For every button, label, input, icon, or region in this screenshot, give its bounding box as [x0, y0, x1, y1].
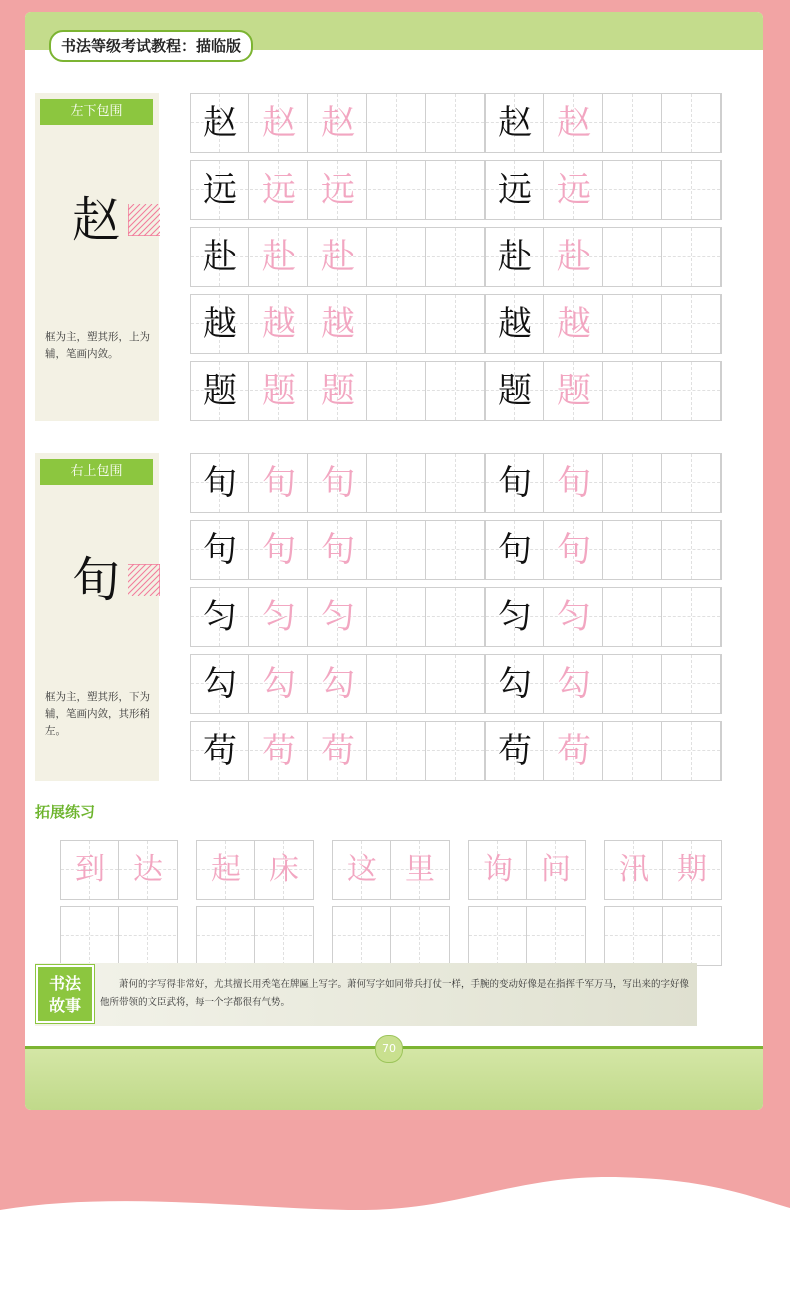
extension-blank-cell[interactable]: [663, 907, 721, 965]
model-char: 句: [498, 530, 532, 570]
blank-practice-cell[interactable]: [368, 228, 426, 286]
trace-char: 勾: [262, 664, 296, 704]
model-char-cell[interactable]: [191, 588, 249, 646]
extension-blank-cell[interactable]: [255, 907, 313, 965]
trace-char-cell[interactable]: [309, 228, 367, 286]
trace-char-cell[interactable]: [545, 521, 603, 579]
blank-practice-cell[interactable]: [427, 722, 485, 780]
model-char: 勾: [203, 664, 237, 704]
practice-row: [485, 721, 722, 781]
trace-char-cell[interactable]: [545, 295, 603, 353]
model-char: 旬: [498, 463, 532, 503]
model-char: 句: [203, 530, 237, 570]
model-char-cell[interactable]: [486, 362, 544, 420]
practice-row: [190, 361, 486, 421]
trace-char: 赵: [321, 103, 355, 143]
blank-practice-cell[interactable]: [604, 295, 662, 353]
model-char: 苟: [203, 731, 237, 771]
blank-practice-cell[interactable]: [604, 521, 662, 579]
trace-char-cell[interactable]: [250, 94, 308, 152]
section-label: 左下包围: [40, 99, 153, 125]
model-char-cell[interactable]: [486, 94, 544, 152]
extension-char: 期: [677, 852, 707, 887]
blank-practice-cell[interactable]: [427, 94, 485, 152]
page-number: 70: [375, 1035, 403, 1063]
extension-trace-cell[interactable]: [61, 841, 119, 899]
practice-row: [190, 520, 486, 580]
model-char: 题: [498, 371, 532, 411]
trace-char-cell[interactable]: [545, 228, 603, 286]
model-char-cell[interactable]: [191, 655, 249, 713]
blank-practice-cell[interactable]: [427, 161, 485, 219]
extension-title: 拓展练习: [35, 803, 96, 821]
model-char: 越: [498, 304, 532, 344]
trace-char: 苟: [262, 731, 296, 771]
trace-char-cell[interactable]: [250, 521, 308, 579]
example-char: 赵: [72, 192, 121, 248]
trace-char: 赵: [557, 103, 591, 143]
story-badge-line1: 书法: [48, 974, 81, 993]
model-char-cell[interactable]: [486, 295, 544, 353]
story-badge-line2: 故事: [48, 996, 81, 1015]
trace-char: 苟: [321, 731, 355, 771]
extension-char: 里: [405, 852, 435, 887]
structure-hatch-icon: [128, 564, 160, 596]
blank-practice-cell[interactable]: [368, 454, 426, 512]
model-char: 匀: [203, 597, 237, 637]
blank-practice-cell[interactable]: [663, 655, 721, 713]
model-char: 匀: [498, 597, 532, 637]
blank-practice-cell[interactable]: [663, 521, 721, 579]
practice-row: [485, 160, 722, 220]
model-char-cell[interactable]: [191, 295, 249, 353]
extension-trace-cell[interactable]: [333, 841, 391, 899]
practice-row: [190, 587, 486, 647]
blank-practice-cell[interactable]: [427, 588, 485, 646]
model-char-cell[interactable]: [486, 454, 544, 512]
blank-practice-cell[interactable]: [663, 588, 721, 646]
trace-char: 匀: [557, 597, 591, 637]
model-char: 赵: [203, 103, 237, 143]
extension-char: 询: [483, 852, 513, 887]
practice-row: [485, 294, 722, 354]
blank-practice-cell[interactable]: [604, 655, 662, 713]
extension-blank-pair: [60, 906, 178, 966]
blank-practice-cell[interactable]: [368, 161, 426, 219]
trace-char-cell[interactable]: [250, 722, 308, 780]
trace-char: 远: [557, 170, 591, 210]
trace-char: 旬: [321, 463, 355, 503]
practice-row: [485, 453, 722, 513]
practice-row: [190, 654, 486, 714]
blank-practice-cell[interactable]: [427, 362, 485, 420]
extension-blank-cell[interactable]: [197, 907, 255, 965]
blank-practice-cell[interactable]: [368, 295, 426, 353]
trace-char-cell[interactable]: [309, 454, 367, 512]
practice-row: [190, 721, 486, 781]
model-char-cell[interactable]: [191, 454, 249, 512]
blank-practice-cell[interactable]: [427, 655, 485, 713]
blank-practice-cell[interactable]: [427, 521, 485, 579]
model-char-cell[interactable]: [191, 362, 249, 420]
trace-char: 旬: [262, 463, 296, 503]
trace-char: 苟: [557, 731, 591, 771]
story-badge: [36, 965, 94, 1023]
extension-word: [468, 840, 586, 900]
trace-char-cell[interactable]: [250, 228, 308, 286]
blank-practice-cell[interactable]: [604, 362, 662, 420]
blank-practice-cell[interactable]: [604, 454, 662, 512]
blank-practice-cell[interactable]: [427, 454, 485, 512]
model-char-cell[interactable]: [191, 521, 249, 579]
trace-char-cell[interactable]: [309, 362, 367, 420]
extension-trace-cell[interactable]: [391, 841, 449, 899]
extension-word: [60, 840, 178, 900]
model-char: 旬: [203, 463, 237, 503]
trace-char-cell[interactable]: [545, 588, 603, 646]
model-char-cell[interactable]: [486, 655, 544, 713]
structure-hatch-icon: [128, 204, 160, 236]
trace-char-cell[interactable]: [250, 362, 308, 420]
model-char: 越: [203, 304, 237, 344]
extension-word: [604, 840, 722, 900]
trace-char: 题: [262, 371, 296, 411]
blank-practice-cell[interactable]: [604, 722, 662, 780]
extension-char: 床: [269, 852, 299, 887]
blank-practice-cell[interactable]: [368, 655, 426, 713]
section-label: 右上包围: [40, 459, 153, 485]
extension-trace-cell[interactable]: [527, 841, 585, 899]
model-char-cell[interactable]: [486, 588, 544, 646]
model-char: 赴: [203, 237, 237, 277]
practice-row: [485, 587, 722, 647]
blank-practice-cell[interactable]: [368, 722, 426, 780]
practice-row: [485, 520, 722, 580]
blank-practice-cell[interactable]: [368, 588, 426, 646]
model-char-cell[interactable]: [191, 161, 249, 219]
story-text: 萧何的字写得非常好，尤其擅长用秃笔在牌匾上写字。萧何写字如同带兵打仗一样，手腕的变动好像是在指挥千军万马，写出来的字好像他所带领的文臣武将，每一个字都很有气势。: [100, 979, 690, 1008]
model-char: 赵: [498, 103, 532, 143]
trace-char-cell[interactable]: [545, 362, 603, 420]
trace-char: 越: [321, 304, 355, 344]
blank-practice-cell[interactable]: [604, 94, 662, 152]
trace-char-cell[interactable]: [545, 94, 603, 152]
extension-trace-cell[interactable]: [255, 841, 313, 899]
page-title: 书法等级考试教程：描临版: [49, 30, 253, 62]
trace-char-cell[interactable]: [309, 655, 367, 713]
trace-char: 越: [557, 304, 591, 344]
trace-char-cell[interactable]: [250, 588, 308, 646]
trace-char-cell[interactable]: [250, 161, 308, 219]
extension-trace-cell[interactable]: [119, 841, 177, 899]
extension-word: [196, 840, 314, 900]
extension-trace-cell[interactable]: [469, 841, 527, 899]
trace-char: 勾: [321, 664, 355, 704]
trace-char: 旬: [557, 463, 591, 503]
model-char: 远: [203, 170, 237, 210]
trace-char: 赴: [557, 237, 591, 277]
trace-char: 远: [321, 170, 355, 210]
trace-char: 句: [321, 530, 355, 570]
extension-blank-cell[interactable]: [605, 907, 663, 965]
trace-char-cell[interactable]: [545, 655, 603, 713]
practice-row: [485, 361, 722, 421]
sidebar-panel: [35, 93, 159, 421]
trace-char-cell[interactable]: [250, 454, 308, 512]
trace-char: 赴: [321, 237, 355, 277]
trace-char-cell[interactable]: [309, 588, 367, 646]
trace-char-cell[interactable]: [545, 161, 603, 219]
model-char-cell[interactable]: [486, 521, 544, 579]
trace-char: 题: [321, 371, 355, 411]
trace-char: 句: [262, 530, 296, 570]
trace-char: 勾: [557, 664, 591, 704]
blank-practice-cell[interactable]: [604, 228, 662, 286]
extension-blank-pair: [196, 906, 314, 966]
blank-practice-cell[interactable]: [368, 362, 426, 420]
practice-row: [485, 227, 722, 287]
blank-practice-cell[interactable]: [663, 94, 721, 152]
blank-practice-cell[interactable]: [663, 454, 721, 512]
extension-blank-pair: [604, 906, 722, 966]
extension-char: 这: [347, 852, 377, 887]
model-char: 赴: [498, 237, 532, 277]
practice-row: [190, 294, 486, 354]
sidebar-note: 框为主，塑其形，下为辅，笔画内敛，其形稍左。: [45, 691, 150, 737]
blank-practice-cell[interactable]: [663, 161, 721, 219]
extension-char: 问: [541, 852, 571, 887]
model-char-cell[interactable]: [191, 228, 249, 286]
trace-char-cell[interactable]: [250, 655, 308, 713]
extension-blank-pair: [468, 906, 586, 966]
extension-trace-cell[interactable]: [605, 841, 663, 899]
trace-char-cell[interactable]: [545, 722, 603, 780]
blank-practice-cell[interactable]: [427, 295, 485, 353]
blank-practice-cell[interactable]: [663, 295, 721, 353]
trace-char: 越: [262, 304, 296, 344]
trace-char: 赵: [262, 103, 296, 143]
trace-char: 句: [557, 530, 591, 570]
extension-char: 汛: [619, 852, 649, 887]
extension-blank-pair: [332, 906, 450, 966]
model-char-cell[interactable]: [486, 228, 544, 286]
trace-char: 题: [557, 371, 591, 411]
extension-char: 起: [211, 852, 241, 887]
blank-practice-cell[interactable]: [663, 228, 721, 286]
trace-char: 远: [262, 170, 296, 210]
blank-practice-cell[interactable]: [427, 228, 485, 286]
model-char-cell[interactable]: [191, 94, 249, 152]
extension-word: [332, 840, 450, 900]
blank-practice-cell[interactable]: [604, 588, 662, 646]
trace-char: 赴: [262, 237, 296, 277]
extension-blank-cell[interactable]: [527, 907, 585, 965]
practice-row: [190, 453, 486, 513]
blank-practice-cell[interactable]: [368, 94, 426, 152]
practice-row: [190, 227, 486, 287]
model-char: 苟: [498, 731, 532, 771]
extension-trace-cell[interactable]: [197, 841, 255, 899]
model-char: 题: [203, 371, 237, 411]
extension-blank-cell[interactable]: [61, 907, 119, 965]
extension-blank-cell[interactable]: [469, 907, 527, 965]
blank-practice-cell[interactable]: [663, 362, 721, 420]
extension-blank-cell[interactable]: [333, 907, 391, 965]
trace-char-cell[interactable]: [309, 521, 367, 579]
model-char: 远: [498, 170, 532, 210]
trace-char: 匀: [321, 597, 355, 637]
blank-practice-cell[interactable]: [663, 722, 721, 780]
trace-char-cell[interactable]: [545, 454, 603, 512]
trace-char-cell[interactable]: [309, 161, 367, 219]
trace-char-cell[interactable]: [309, 94, 367, 152]
model-char-cell[interactable]: [486, 722, 544, 780]
extension-char: 达: [133, 852, 163, 887]
practice-row: [190, 160, 486, 220]
blank-practice-cell[interactable]: [368, 521, 426, 579]
practice-row: [190, 93, 486, 153]
model-char: 勾: [498, 664, 532, 704]
extension-blank-cell[interactable]: [391, 907, 449, 965]
trace-char-cell[interactable]: [309, 722, 367, 780]
extension-trace-cell[interactable]: [663, 841, 721, 899]
extension-blank-cell[interactable]: [119, 907, 177, 965]
trace-char-cell[interactable]: [309, 295, 367, 353]
trace-char: 匀: [262, 597, 296, 637]
extension-char: 到: [75, 852, 105, 887]
blank-practice-cell[interactable]: [604, 161, 662, 219]
model-char-cell[interactable]: [191, 722, 249, 780]
example-char: 旬: [72, 552, 121, 608]
practice-row: [485, 654, 722, 714]
practice-row: [485, 93, 722, 153]
model-char-cell[interactable]: [486, 161, 544, 219]
trace-char-cell[interactable]: [250, 295, 308, 353]
sidebar-note: 框为主，塑其形，上为辅，笔画内敛。: [45, 331, 150, 360]
